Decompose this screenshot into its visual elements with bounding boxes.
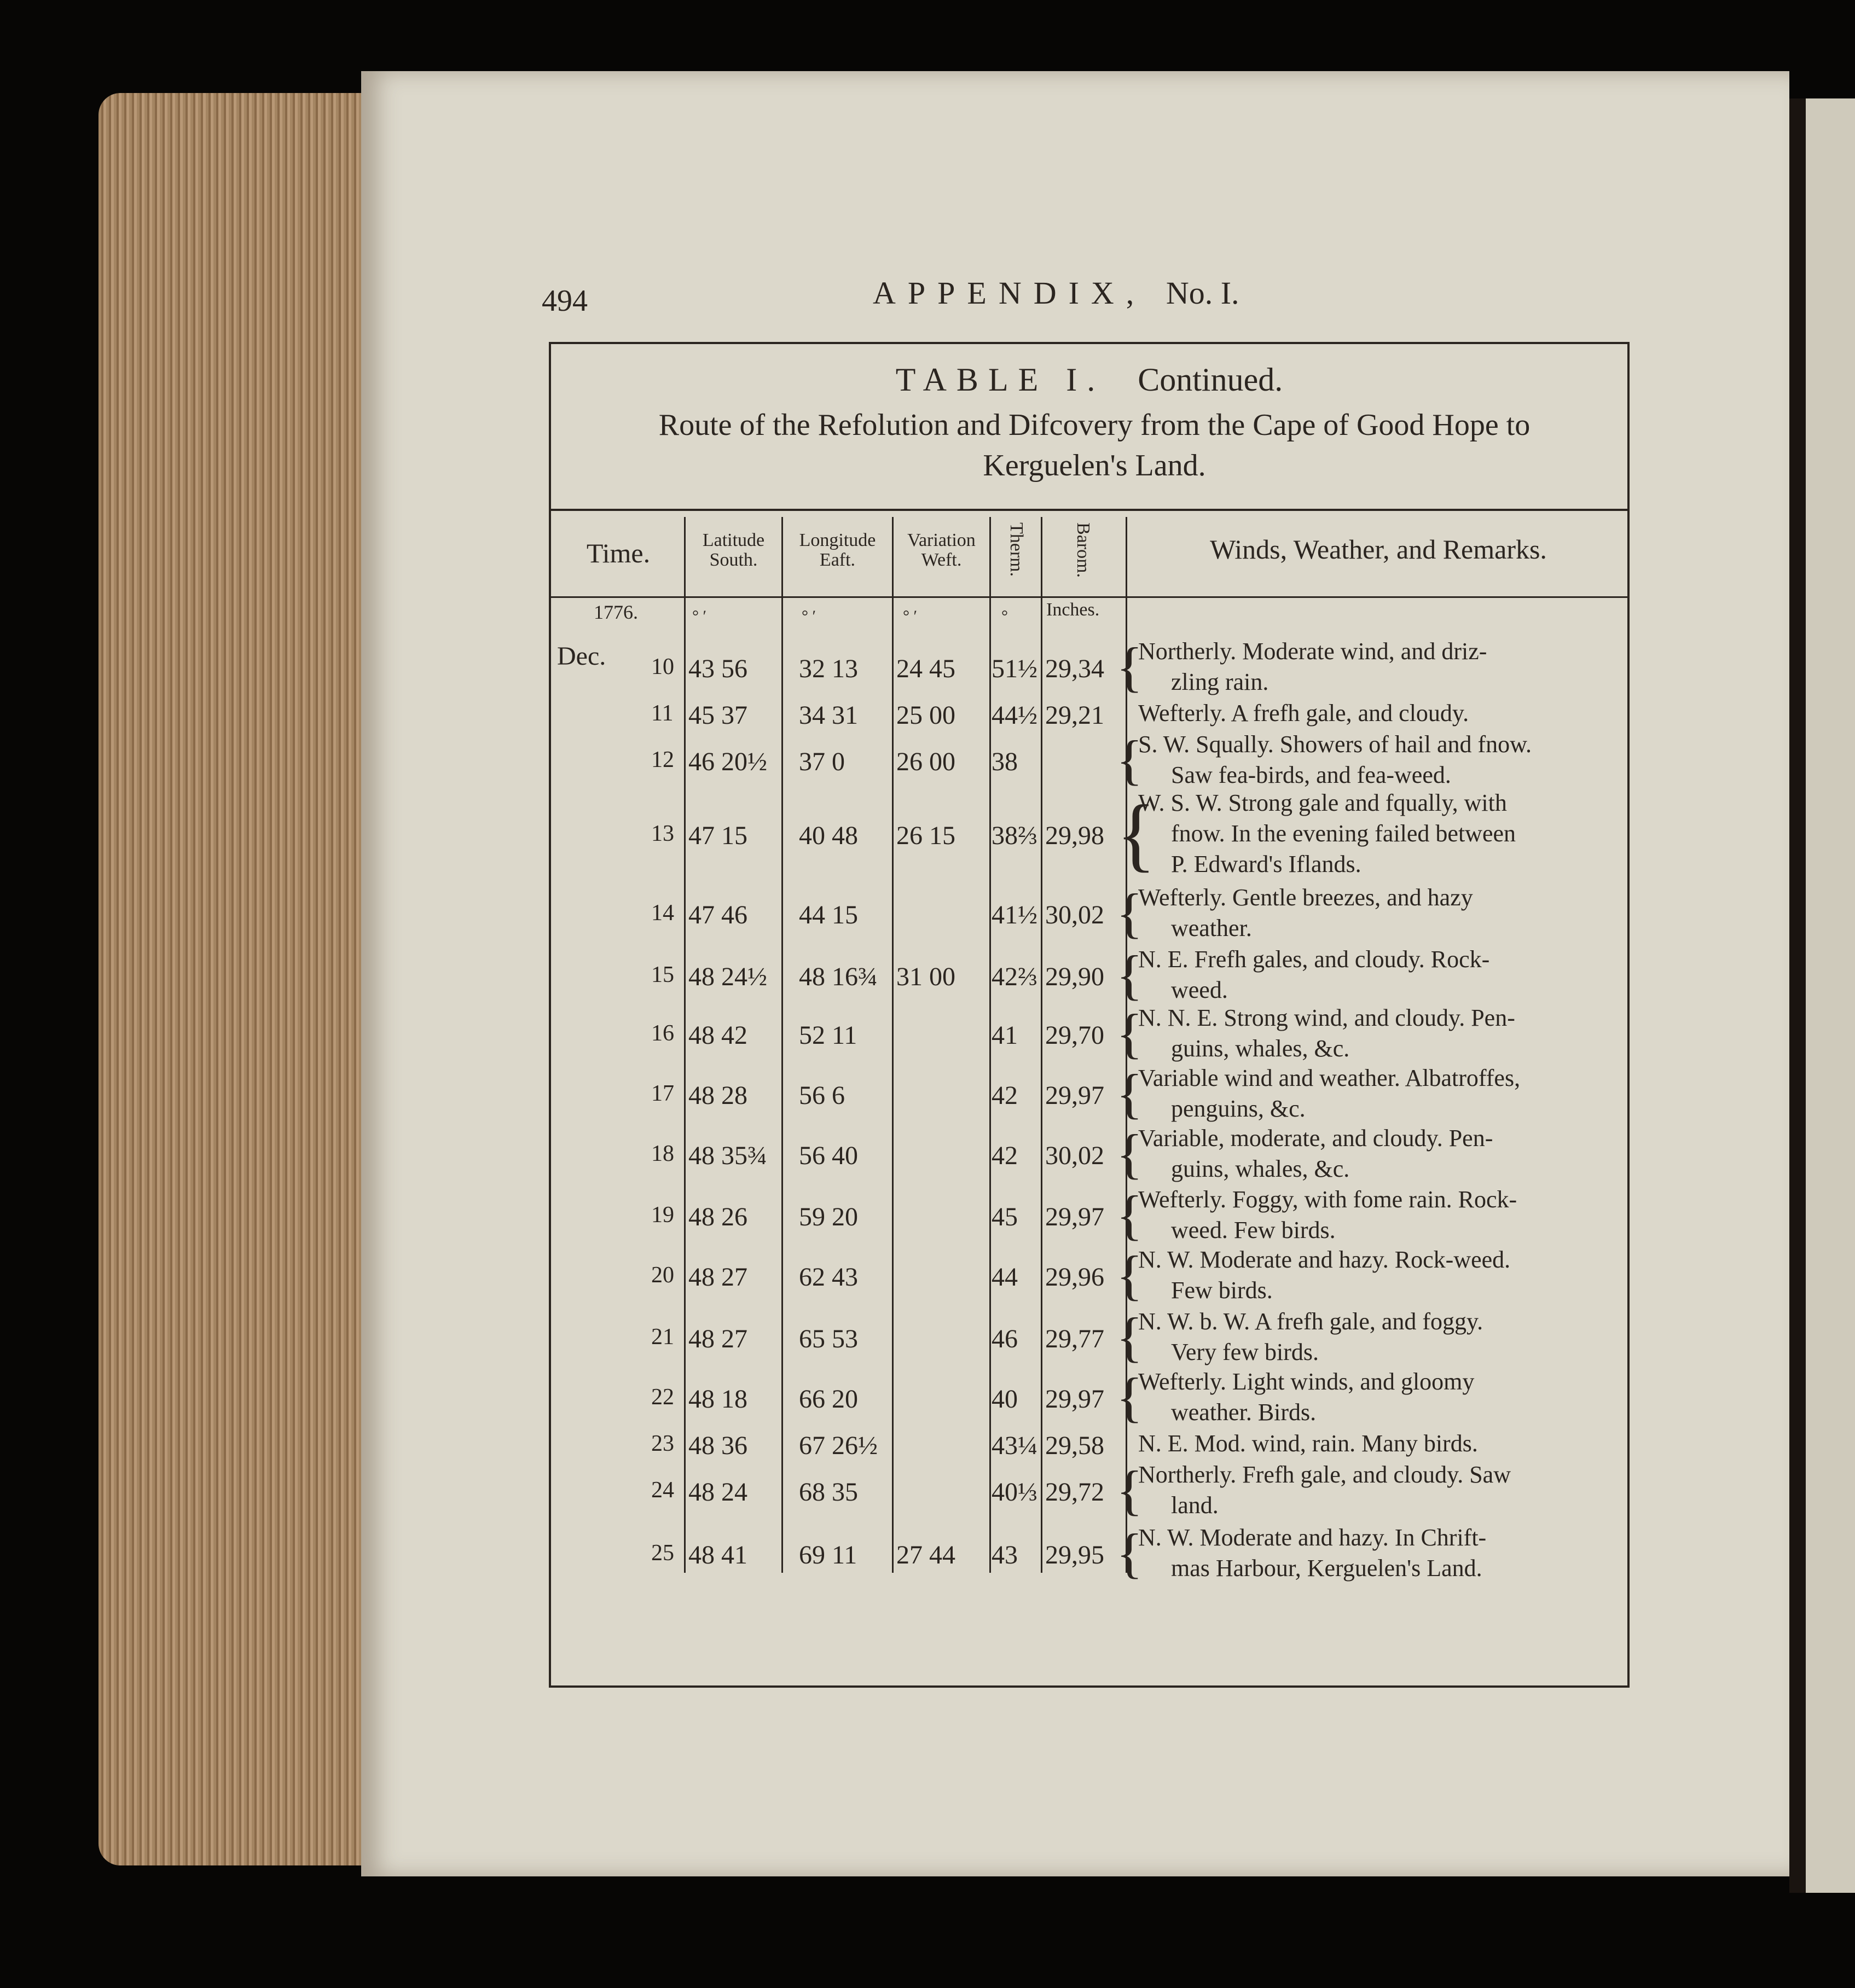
- table-title: [549, 361, 1630, 399]
- row-remark-line: weather.: [1171, 915, 1252, 941]
- row-day: 10: [651, 654, 674, 679]
- row-remark-line: guins, whales, &c.: [1171, 1035, 1350, 1062]
- running-head: [873, 275, 1239, 311]
- row-barom: 29,72: [1045, 1478, 1104, 1507]
- row-remark-line: Wefterly. Foggy, with fome rain. Rock-: [1138, 1186, 1517, 1213]
- header-variation-label: Variation: [907, 530, 976, 550]
- remark-brace: {: [1116, 1123, 1143, 1184]
- row-barom: 29,77: [1045, 1324, 1104, 1353]
- header-longitude-sub: Eaft.: [819, 549, 856, 570]
- column-rule: [781, 517, 783, 1573]
- longitude-unit: ° ′: [802, 607, 816, 625]
- row-variation: 31 00: [896, 962, 955, 991]
- row-day: 19: [651, 1202, 674, 1228]
- row-variation: 26 00: [896, 747, 955, 776]
- header-latitude-sub: South.: [709, 549, 758, 570]
- header-longitude: [783, 531, 892, 569]
- row-latitude: 47 15: [688, 821, 747, 850]
- row-remark-line: penguins, &c.: [1171, 1095, 1306, 1122]
- remark-brace: {: [1116, 729, 1143, 790]
- row-latitude: 43 56: [688, 654, 747, 683]
- row-longitude: 52 11: [799, 1021, 857, 1050]
- header-latitude: [686, 531, 781, 569]
- row-barom: 30,02: [1045, 1141, 1104, 1170]
- running-head-title: APPENDIX,: [873, 275, 1146, 311]
- row-therm: 42: [992, 1081, 1018, 1110]
- row-latitude: 45 37: [688, 701, 747, 730]
- remark-brace: {: [1116, 636, 1143, 697]
- row-therm: 43: [992, 1541, 1018, 1570]
- row-latitude: 48 35¾: [688, 1141, 767, 1170]
- row-remark-line: weed. Few birds.: [1171, 1217, 1336, 1243]
- row-day: 24: [651, 1478, 674, 1503]
- row-day: 11: [651, 701, 674, 726]
- row-remark-line: N. W. Moderate and hazy. In Chrift-: [1138, 1524, 1487, 1551]
- row-longitude: 65 53: [799, 1324, 858, 1353]
- row-longitude: 37 0: [799, 747, 845, 776]
- header-time: Time.: [586, 538, 651, 568]
- remark-brace: {: [1116, 1003, 1143, 1064]
- row-longitude: 67 26½: [799, 1431, 878, 1460]
- row-longitude: 40 48: [799, 821, 858, 850]
- therm-unit: °: [1001, 607, 1008, 625]
- row-barom: 29,70: [1045, 1021, 1104, 1050]
- row-barom: 29,21: [1045, 701, 1104, 730]
- row-latitude: 48 18: [688, 1385, 747, 1414]
- row-longitude: 68 35: [799, 1478, 858, 1507]
- row-longitude: 59 20: [799, 1202, 858, 1231]
- row-day: 21: [651, 1324, 674, 1350]
- remark-brace: {: [1116, 882, 1143, 944]
- row-remark-line: N. W. Moderate and hazy. Rock-weed.: [1138, 1246, 1511, 1273]
- column-rule: [989, 517, 991, 1573]
- row-barom: 29,97: [1045, 1081, 1104, 1110]
- header-latitude-label: Latitude: [702, 530, 765, 550]
- remark-brace: {: [1116, 1306, 1143, 1368]
- row-latitude: 48 24: [688, 1478, 747, 1507]
- row-variation: 24 45: [896, 654, 955, 683]
- header-longitude-label: Longitude: [799, 530, 876, 550]
- row-day: 13: [651, 821, 674, 846]
- row-variation: 26 15: [896, 821, 955, 850]
- row-remark-line: Wefterly. Light winds, and gloomy: [1138, 1368, 1475, 1395]
- row-day: 20: [651, 1263, 674, 1288]
- row-therm: 45: [992, 1202, 1018, 1231]
- row-longitude: 56 40: [799, 1141, 858, 1170]
- running-head-number: No. I.: [1166, 275, 1239, 311]
- row-barom: 29,34: [1045, 654, 1104, 683]
- row-barom: 29,97: [1045, 1385, 1104, 1414]
- row-longitude: 48 16¾: [799, 962, 878, 991]
- remark-brace: {: [1116, 1063, 1143, 1124]
- page-edges: [98, 93, 383, 1865]
- row-remark-line: Northerly. Moderate wind, and driz-: [1138, 638, 1487, 665]
- row-latitude: 48 41: [688, 1541, 747, 1570]
- row-remark-line: N. E. Mod. wind, rain. Many birds.: [1138, 1430, 1478, 1457]
- row-barom: 29,58: [1045, 1431, 1104, 1460]
- row-longitude: 44 15: [799, 900, 858, 929]
- row-therm: 44: [992, 1263, 1018, 1292]
- header-remarks: Winds, Weather, and Remarks.: [1210, 534, 1547, 565]
- row-longitude: 66 20: [799, 1385, 858, 1414]
- row-day: 15: [651, 962, 674, 987]
- row-therm: 41: [992, 1021, 1018, 1050]
- header-therm: Therm.: [1006, 522, 1027, 577]
- row-latitude: 47 46: [688, 900, 747, 929]
- row-therm: 40⅓: [992, 1478, 1037, 1507]
- row-day: 22: [651, 1385, 674, 1410]
- month-label: Dec.: [557, 642, 606, 671]
- row-remark-line: N. E. Frefh gales, and cloudy. Rock-: [1138, 946, 1490, 973]
- row-remark-line: land.: [1171, 1492, 1219, 1519]
- row-remark-line: W. S. W. Strong gale and fqually, with: [1138, 789, 1507, 816]
- row-remark-line: Variable, moderate, and cloudy. Pen-: [1138, 1125, 1493, 1152]
- row-remark-line: N. W. b. W. A frefh gale, and foggy.: [1138, 1308, 1483, 1335]
- row-day: 17: [651, 1081, 674, 1106]
- row-therm: 42: [992, 1141, 1018, 1170]
- row-barom: 29,97: [1045, 1202, 1104, 1231]
- row-variation: 27 44: [896, 1541, 955, 1570]
- row-latitude: 48 28: [688, 1081, 747, 1110]
- row-latitude: 48 42: [688, 1021, 747, 1050]
- row-barom: 29,90: [1045, 962, 1104, 991]
- row-remark-line: S. W. Squally. Showers of hail and fnow.: [1138, 731, 1532, 758]
- row-therm: 46: [992, 1324, 1018, 1353]
- row-latitude: 48 27: [688, 1263, 747, 1292]
- variation-unit: ° ′: [903, 607, 918, 625]
- row-day: 12: [651, 747, 674, 772]
- facing-page-edge: [1789, 98, 1855, 1893]
- row-latitude: 46 20½: [688, 747, 767, 776]
- row-remark-line: guins, whales, &c.: [1171, 1155, 1350, 1182]
- row-therm: 51½: [992, 654, 1037, 683]
- row-therm: 41½: [992, 900, 1037, 929]
- header-barom: Barom.: [1073, 522, 1093, 578]
- remark-brace: {: [1116, 1184, 1143, 1246]
- row-therm: 40: [992, 1385, 1018, 1414]
- row-latitude: 48 24½: [688, 962, 767, 991]
- row-latitude: 48 26: [688, 1202, 747, 1231]
- table-title-continued: Continued.: [1138, 362, 1283, 398]
- remark-brace: {: [1116, 1367, 1143, 1428]
- barom-unit: Inches.: [1046, 600, 1100, 620]
- row-remark-line: Few birds.: [1171, 1277, 1273, 1304]
- row-remark-line: weather. Birds.: [1171, 1399, 1317, 1426]
- row-remark-line: weed.: [1171, 976, 1228, 1003]
- page-number: 494: [542, 284, 588, 318]
- row-remark-line: Wefterly. Gentle breezes, and hazy: [1138, 884, 1473, 911]
- table-subtitle: [558, 405, 1631, 486]
- row-remark-line: Wefterly. A frefh gale, and cloudy.: [1138, 700, 1469, 726]
- header-variation-sub: Weft.: [921, 549, 962, 570]
- row-longitude: 56 6: [799, 1081, 845, 1110]
- header-bottom-rule: [549, 596, 1630, 598]
- row-longitude: 34 31: [799, 701, 858, 730]
- row-variation: 25 00: [896, 701, 955, 730]
- row-therm: 43¼: [992, 1431, 1037, 1460]
- subtitle-line-2: Kerguelen's Land.: [983, 449, 1206, 483]
- row-remark-line: Very few birds.: [1171, 1339, 1319, 1365]
- table-title-main: TABLE I.: [895, 362, 1105, 398]
- row-barom: 30,02: [1045, 900, 1104, 929]
- latitude-unit: ° ′: [692, 607, 707, 625]
- column-rule: [1041, 517, 1042, 1573]
- row-remark-line: Saw fea-birds, and fea-weed.: [1171, 762, 1451, 788]
- row-remark-line: P. Edward's Iflands.: [1171, 851, 1361, 877]
- year-label: 1776.: [594, 601, 638, 623]
- row-day: 14: [651, 900, 674, 926]
- remark-brace: {: [1116, 1460, 1143, 1521]
- row-barom: 29,95: [1045, 1541, 1104, 1570]
- row-remark-line: zling rain.: [1171, 669, 1269, 695]
- row-latitude: 48 36: [688, 1431, 747, 1460]
- remark-brace: {: [1116, 1245, 1143, 1306]
- row-barom: 29,96: [1045, 1263, 1104, 1292]
- row-longitude: 69 11: [799, 1541, 857, 1570]
- remark-brace: {: [1116, 944, 1143, 1005]
- row-remark-line: N. N. E. Strong wind, and cloudy. Pen-: [1138, 1004, 1515, 1031]
- row-therm: 38: [992, 747, 1018, 776]
- row-longitude: 32 13: [799, 654, 858, 683]
- row-therm: 38⅔: [992, 821, 1037, 850]
- remark-brace: {: [1116, 788, 1156, 880]
- row-day: 25: [651, 1541, 674, 1566]
- row-day: 18: [651, 1141, 674, 1166]
- row-latitude: 48 27: [688, 1324, 747, 1353]
- row-barom: 29,98: [1045, 821, 1104, 850]
- row-longitude: 62 43: [799, 1263, 858, 1292]
- row-remark-line: fnow. In the evening failed between: [1171, 820, 1516, 847]
- header-top-rule: [549, 509, 1630, 511]
- row-remark-line: Variable wind and weather. Albatroffes,: [1138, 1065, 1521, 1091]
- header-variation: [894, 531, 989, 569]
- row-therm: 42⅔: [992, 962, 1037, 991]
- row-day: 16: [651, 1021, 674, 1046]
- subtitle-line-1: Route of the Refolution and Difcovery from the Cape of Good Hope to: [658, 408, 1531, 442]
- row-day: 23: [651, 1431, 674, 1456]
- row-therm: 44½: [992, 701, 1037, 730]
- column-rule: [892, 517, 894, 1573]
- row-remark-line: mas Harbour, Kerguelen's Land.: [1171, 1555, 1482, 1582]
- remark-brace: {: [1116, 1522, 1143, 1584]
- row-remark-line: Northerly. Frefh gale, and cloudy. Saw: [1138, 1461, 1511, 1488]
- column-rule: [684, 517, 686, 1573]
